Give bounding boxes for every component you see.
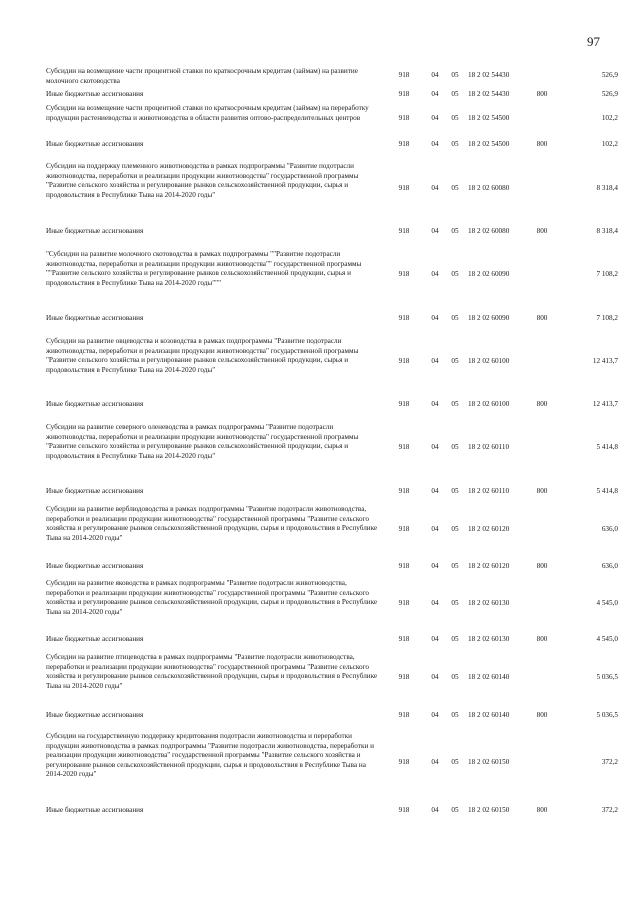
cell-rz: 04 [431, 562, 439, 570]
cell-sum: 5 036,5 [596, 673, 618, 681]
cell-rz: 04 [431, 599, 439, 607]
cell-rz: 04 [431, 806, 439, 814]
cell-rz: 04 [431, 357, 439, 365]
cell-sum: 4 545,0 [596, 635, 618, 643]
cell-rz: 04 [431, 758, 439, 766]
cell-gr: 918 [398, 400, 410, 408]
cell-gr: 918 [398, 114, 410, 122]
cell-pr: 05 [451, 562, 459, 570]
cell-csr: 18 2 02 54430 [468, 71, 510, 79]
cell-pr: 05 [451, 270, 459, 278]
cell-gr: 918 [398, 227, 410, 235]
row-description: Иные бюджетные ассигнования [46, 806, 144, 814]
row-description: Субсидии на развитие птицеводства в рамках подпрограммы "Развитие подотрасли животноводства, переработки и реализации продукции животноводства" государственной программы "Развитие сельского хозяйства и регулирование рынков сельскохозяйственной продукции, сырья и продовольствия в Республике Тыва на 2014-2020 годы" [46, 653, 378, 690]
cell-gr: 918 [398, 599, 410, 607]
cell-csr: 18 2 02 60130 [468, 635, 510, 643]
cell-csr: 18 2 02 60100 [468, 400, 510, 408]
cell-rz: 04 [431, 314, 439, 322]
cell-gr: 918 [398, 635, 410, 643]
cell-pr: 05 [451, 357, 459, 365]
cell-pr: 05 [451, 806, 459, 814]
cell-vr: 800 [536, 806, 548, 814]
cell-csr: 18 2 02 60120 [468, 525, 510, 533]
cell-sum: 8 318,4 [596, 184, 618, 192]
row-description: Субсидии на поддержку племенного животноводства в рамках подпрограммы "Развитие подотрасли животноводства, переработки и реализации продукции животноводства" государственной программы "Развитие сельского хозяйства и регулирование рынков сельскохозяйственной продукции, сырья и продовольствия в Республике Тыва на 2014-2020 годы" [46, 162, 359, 199]
cell-csr: 18 2 02 60150 [468, 806, 510, 814]
cell-gr: 918 [398, 562, 410, 570]
cell-csr: 18 2 02 60090 [468, 314, 510, 322]
row-description: Иные бюджетные ассигнования [46, 487, 144, 495]
cell-csr: 18 2 02 60110 [468, 443, 510, 451]
cell-sum: 12 413,7 [592, 357, 618, 365]
row-description: Иные бюджетные ассигнования [46, 227, 144, 235]
row-description: Субсидии на государственную поддержку кредитования подотрасли животноводства и переработки продукции животноводства в рамках подпрограммы "Развитие подотрасли животноводства, переработки и реализации продукции животноводства" государственной программы "Развитие сельского хозяйства и регулирование рынков сельскохозяйственной продукции, сырья и продовольствия в Республике Тыва на 2014-2020 годы" [46, 732, 374, 778]
cell-gr: 918 [398, 314, 410, 322]
cell-vr: 800 [536, 314, 548, 322]
cell-gr: 918 [398, 525, 410, 533]
cell-gr: 918 [398, 71, 410, 79]
cell-csr: 18 2 02 60090 [468, 270, 510, 278]
cell-gr: 918 [398, 443, 410, 451]
cell-vr: 800 [536, 400, 548, 408]
cell-sum: 372,2 [601, 806, 618, 814]
cell-sum: 636,0 [601, 562, 618, 570]
cell-rz: 04 [431, 487, 439, 495]
cell-sum: 4 545,0 [596, 599, 618, 607]
cell-csr: 18 2 02 60140 [468, 711, 510, 719]
cell-csr: 18 2 02 60080 [468, 184, 510, 192]
row-description: Иные бюджетные ассигнования [46, 90, 144, 98]
cell-pr: 05 [451, 184, 459, 192]
cell-vr: 800 [536, 90, 548, 98]
cell-pr: 05 [451, 140, 459, 148]
cell-vr: 800 [536, 227, 548, 235]
cell-vr: 800 [536, 711, 548, 719]
cell-gr: 918 [398, 184, 410, 192]
cell-gr: 918 [398, 270, 410, 278]
cell-pr: 05 [451, 90, 459, 98]
cell-rz: 04 [431, 443, 439, 451]
cell-csr: 18 2 02 60100 [468, 357, 510, 365]
cell-gr: 918 [398, 140, 410, 148]
cell-pr: 05 [451, 599, 459, 607]
row-description: Субсидии на развитие овцеводства и козоводства в рамках подпрограммы "Развитие подотрасли животноводства, переработки и реализации продукции животноводства" государственной программы "Развитие сельского хозяйства и регулирование рынков сельскохозяйственной продукции, сырья и продовольствия в Республике Тыва на 2014-2020 годы" [46, 337, 359, 374]
cell-rz: 04 [431, 400, 439, 408]
cell-csr: 18 2 02 54430 [468, 90, 510, 98]
cell-pr: 05 [451, 400, 459, 408]
cell-pr: 05 [451, 525, 459, 533]
cell-rz: 04 [431, 227, 439, 235]
cell-pr: 05 [451, 711, 459, 719]
cell-pr: 05 [451, 71, 459, 79]
cell-csr: 18 2 02 54500 [468, 114, 510, 122]
cell-csr: 18 2 02 60120 [468, 562, 510, 570]
cell-rz: 04 [431, 525, 439, 533]
cell-pr: 05 [451, 673, 459, 681]
row-description: Субсидии на развитие яководства в рамках подпрограммы "Развитие подотрасли животноводства, переработки и реализации продукции животноводства" государственной программы "Развитие сельского хозяйства и регулирование рынков сельскохозяйственной продукции, сырья и продовольствия в Республике Тыва на 2014-2020 годы" [46, 579, 378, 616]
row-description: Субсидии на развитие верблюдоводства в рамках подпрограммы "Развитие подотрасли животноводства, переработки и реализации продукции животноводства" государственной программы "Развитие сельского хозяйства и регулирование рынков сельскохозяйственной продукции, сырья и продовольствия в Республике Тыва на 2014-2020 годы" [46, 505, 378, 542]
cell-rz: 04 [431, 90, 439, 98]
row-description: Иные бюджетные ассигнования [46, 400, 144, 408]
cell-gr: 918 [398, 673, 410, 681]
cell-csr: 18 2 02 60080 [468, 227, 510, 235]
cell-rz: 04 [431, 270, 439, 278]
cell-pr: 05 [451, 487, 459, 495]
cell-rz: 04 [431, 711, 439, 719]
cell-gr: 918 [398, 90, 410, 98]
cell-vr: 800 [536, 562, 548, 570]
cell-pr: 05 [451, 314, 459, 322]
row-description: "Субсидии на развитие молочного скотоводства в рамках подпрограммы ""Развитие подотрасли животноводства, переработки и реализации продукции животноводства"" государственной программы ""Развитие сельского хозяйства и регулирование рынков сельскохозяйственной продукции, сырья и продовольствия в Республике Тыва на 2014-2020 годы""" [46, 250, 362, 287]
cell-gr: 918 [398, 758, 410, 766]
cell-sum: 526,9 [601, 90, 618, 98]
cell-csr: 18 2 02 60140 [468, 673, 510, 681]
cell-vr: 800 [536, 140, 548, 148]
cell-csr: 18 2 02 60110 [468, 487, 510, 495]
cell-sum: 12 413,7 [592, 400, 618, 408]
cell-sum: 8 318,4 [596, 227, 618, 235]
row-description: Субсидии на возмещение части процентной ставки по краткосрочным кредитам (займам) на развитие молочного скотоводства [46, 67, 358, 85]
cell-sum: 526,9 [601, 71, 618, 79]
cell-pr: 05 [451, 758, 459, 766]
row-description: Иные бюджетные ассигнования [46, 140, 144, 148]
cell-pr: 05 [451, 227, 459, 235]
cell-sum: 7 108,2 [596, 270, 618, 278]
cell-csr: 18 2 02 54500 [468, 140, 510, 148]
cell-rz: 04 [431, 71, 439, 79]
cell-csr: 18 2 02 60150 [468, 758, 510, 766]
row-description: Иные бюджетные ассигнования [46, 314, 144, 322]
cell-rz: 04 [431, 635, 439, 643]
cell-rz: 04 [431, 114, 439, 122]
cell-rz: 04 [431, 184, 439, 192]
cell-sum: 372,2 [601, 758, 618, 766]
cell-csr: 18 2 02 60130 [468, 599, 510, 607]
cell-sum: 102,2 [601, 114, 618, 122]
cell-sum: 5 036,5 [596, 711, 618, 719]
cell-pr: 05 [451, 443, 459, 451]
cell-gr: 918 [398, 357, 410, 365]
cell-rz: 04 [431, 673, 439, 681]
cell-rz: 04 [431, 140, 439, 148]
cell-gr: 918 [398, 487, 410, 495]
row-description: Субсидии на развитие северного оленеводства в рамках подпрограммы "Развитие подотрасли животноводства, переработки и реализации продукции животноводства" государственной программы "Развитие сельского хозяйства и регулирование рынков сельскохозяйственной продукции, сырья и продовольствия в Республике Тыва на 2014-2020 годы" [46, 423, 359, 460]
cell-sum: 7 108,2 [596, 314, 618, 322]
row-description: Субсидии на возмещение части процентной ставки по краткосрочным кредитам (займам) на переработку продукции растениеводства и животноводства в области развития оптово-распределительных центров [46, 104, 369, 122]
cell-gr: 918 [398, 806, 410, 814]
cell-sum: 636,0 [601, 525, 618, 533]
row-description: Иные бюджетные ассигнования [46, 635, 144, 643]
cell-gr: 918 [398, 711, 410, 719]
cell-pr: 05 [451, 635, 459, 643]
row-description: Иные бюджетные ассигнования [46, 711, 144, 719]
cell-sum: 102,2 [601, 140, 618, 148]
cell-vr: 800 [536, 487, 548, 495]
cell-sum: 5 414,8 [596, 443, 618, 451]
cell-pr: 05 [451, 114, 459, 122]
cell-vr: 800 [536, 635, 548, 643]
row-description: Иные бюджетные ассигнования [46, 562, 144, 570]
page-number: 97 [587, 34, 600, 49]
cell-sum: 5 414,8 [596, 487, 618, 495]
